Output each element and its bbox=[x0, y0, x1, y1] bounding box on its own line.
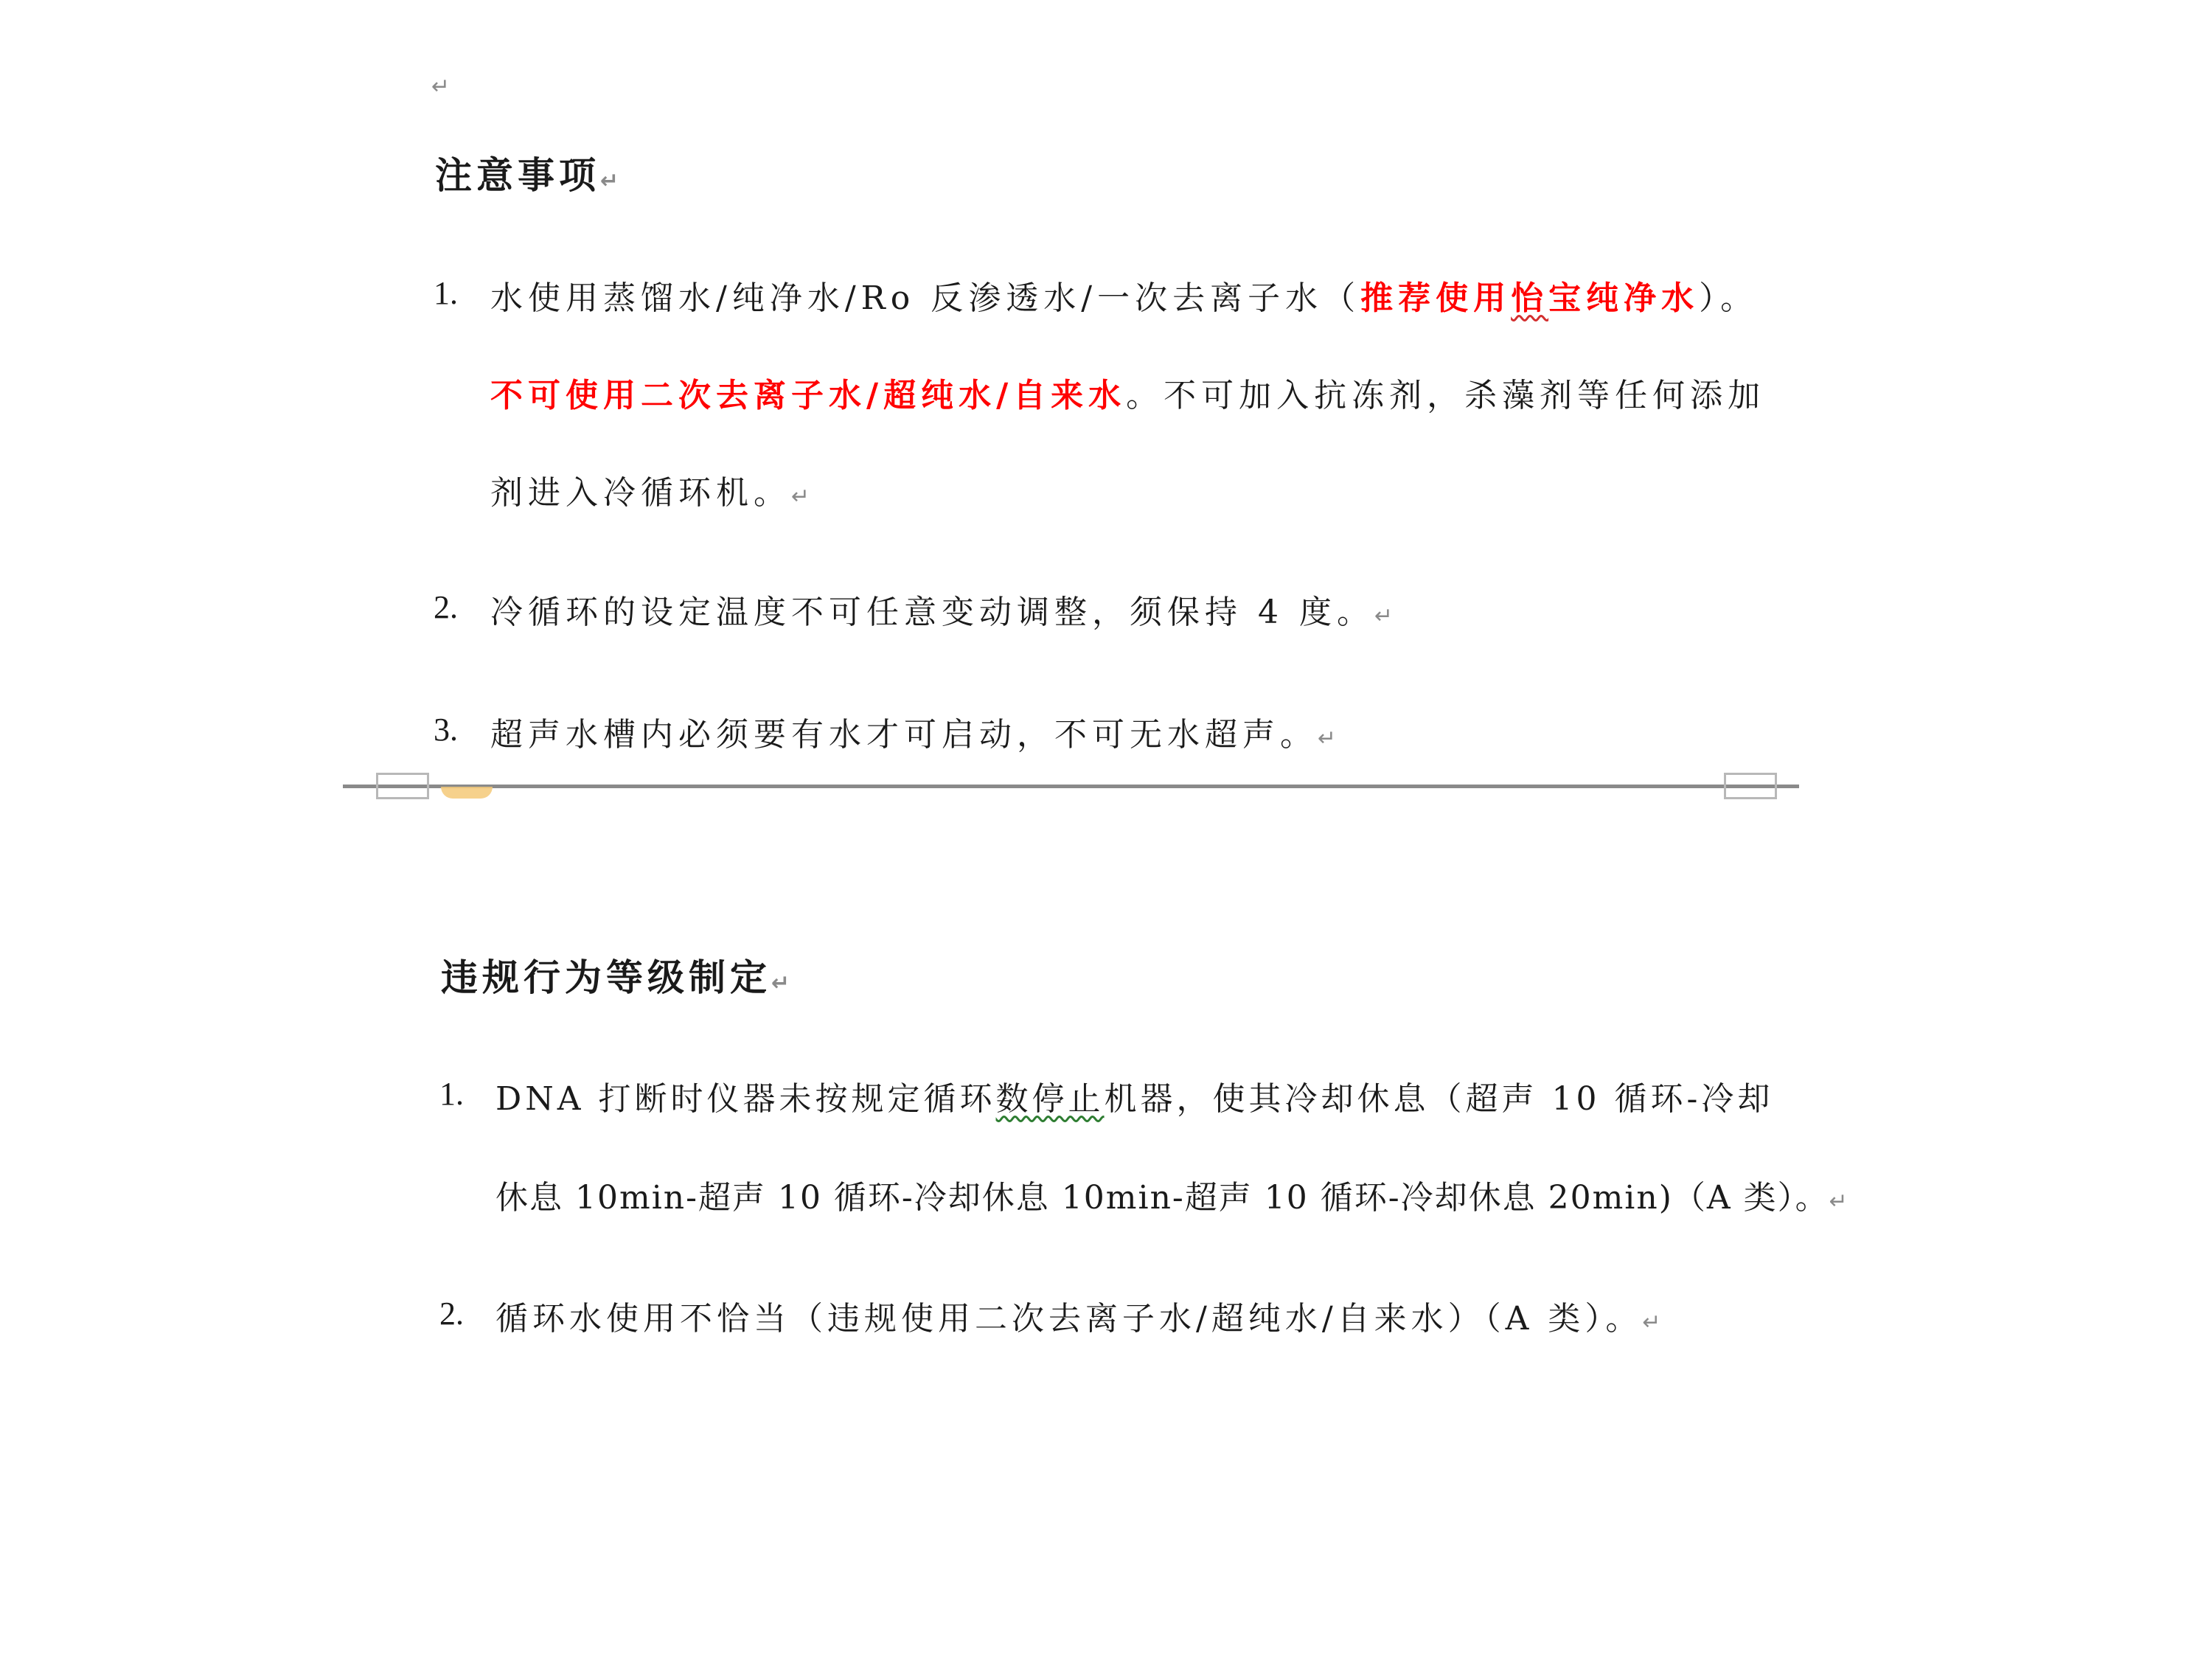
paragraph-mark: ↵ bbox=[600, 168, 624, 194]
violations-item-1-line-1 bbox=[495, 1072, 1773, 1119]
emphasis-text: 宝纯净水 bbox=[1548, 279, 1700, 317]
paragraph-mark: ↵ bbox=[791, 484, 815, 509]
text-run: 剂进入冷循环机。 bbox=[490, 474, 791, 512]
text-run: 休息 10min-超声 10 循环-冷却休息 10min-超声 10 循环-冷却休息 20min)（A 类）。 bbox=[495, 1179, 1829, 1217]
paragraph-mark: ↵ bbox=[1374, 603, 1399, 629]
paragraph-mark: ↵ bbox=[1318, 726, 1342, 751]
section-title-text: 违规行为等级制定 bbox=[441, 956, 771, 999]
grammar-flagged-text: 数停止 bbox=[995, 1080, 1105, 1118]
page-corner-mark-right bbox=[1724, 773, 1777, 799]
emphasis-text: 推荐使用 bbox=[1360, 279, 1512, 317]
notes-item-2 bbox=[490, 585, 1398, 633]
notes-item-1-line-3 bbox=[490, 466, 815, 513]
notes-item-1-line-1 bbox=[490, 271, 1758, 319]
page-corner-mark-left bbox=[376, 773, 429, 799]
violations-item-1-line-2 bbox=[495, 1171, 1849, 1218]
paragraph-mark: ↵ bbox=[1642, 1310, 1666, 1335]
list-number: 2. bbox=[439, 1295, 464, 1332]
notes-item-1-line-2 bbox=[490, 369, 1765, 416]
paragraph-mark: ↵ bbox=[1829, 1189, 1849, 1214]
section-title-violations bbox=[441, 948, 794, 1001]
paragraph-mark: ↵ bbox=[771, 970, 795, 996]
text-run: DNA 打断时仪器未按规定循环 bbox=[495, 1080, 996, 1118]
notes-item-3 bbox=[490, 708, 1341, 755]
list-number: 3. bbox=[434, 712, 458, 748]
text-run: 冷循环的设定温度不可任意变动调整，须保持 4 度。 bbox=[490, 594, 1374, 631]
text-run: 。不可加入抗冻剂，杀藻剂等任何添加 bbox=[1126, 377, 1766, 414]
violations-item-2 bbox=[495, 1292, 1666, 1339]
paragraph-mark: ↵ bbox=[431, 74, 451, 100]
text-run: 水使用蒸馏水/纯净水/Ro 反渗透水/一次去离子水（ bbox=[490, 279, 1361, 317]
text-run: 循环水使用不恰当（违规使用二次去离子水/超纯水/自来水）（A 类）。 bbox=[495, 1300, 1643, 1338]
text-run: ）。 bbox=[1699, 279, 1759, 317]
page-break-line bbox=[343, 785, 1799, 788]
highlight-decoration bbox=[441, 787, 493, 799]
text-run: 机器，使其冷却休息（超声 10 循环-冷却 bbox=[1104, 1080, 1774, 1118]
list-number: 1. bbox=[439, 1076, 464, 1112]
list-number: 1. bbox=[434, 275, 458, 311]
text-run: 超声水槽内必须要有水才可启动，不可无水超声。 bbox=[490, 716, 1318, 754]
section-title-notes bbox=[435, 146, 623, 199]
emphasis-text: 不可使用二次去离子水/超纯水/自来水 bbox=[490, 377, 1127, 414]
spellcheck-flagged-text: 怡 bbox=[1511, 279, 1549, 317]
list-number: 2. bbox=[434, 589, 458, 625]
section-title-text: 注意事项 bbox=[435, 153, 600, 197]
